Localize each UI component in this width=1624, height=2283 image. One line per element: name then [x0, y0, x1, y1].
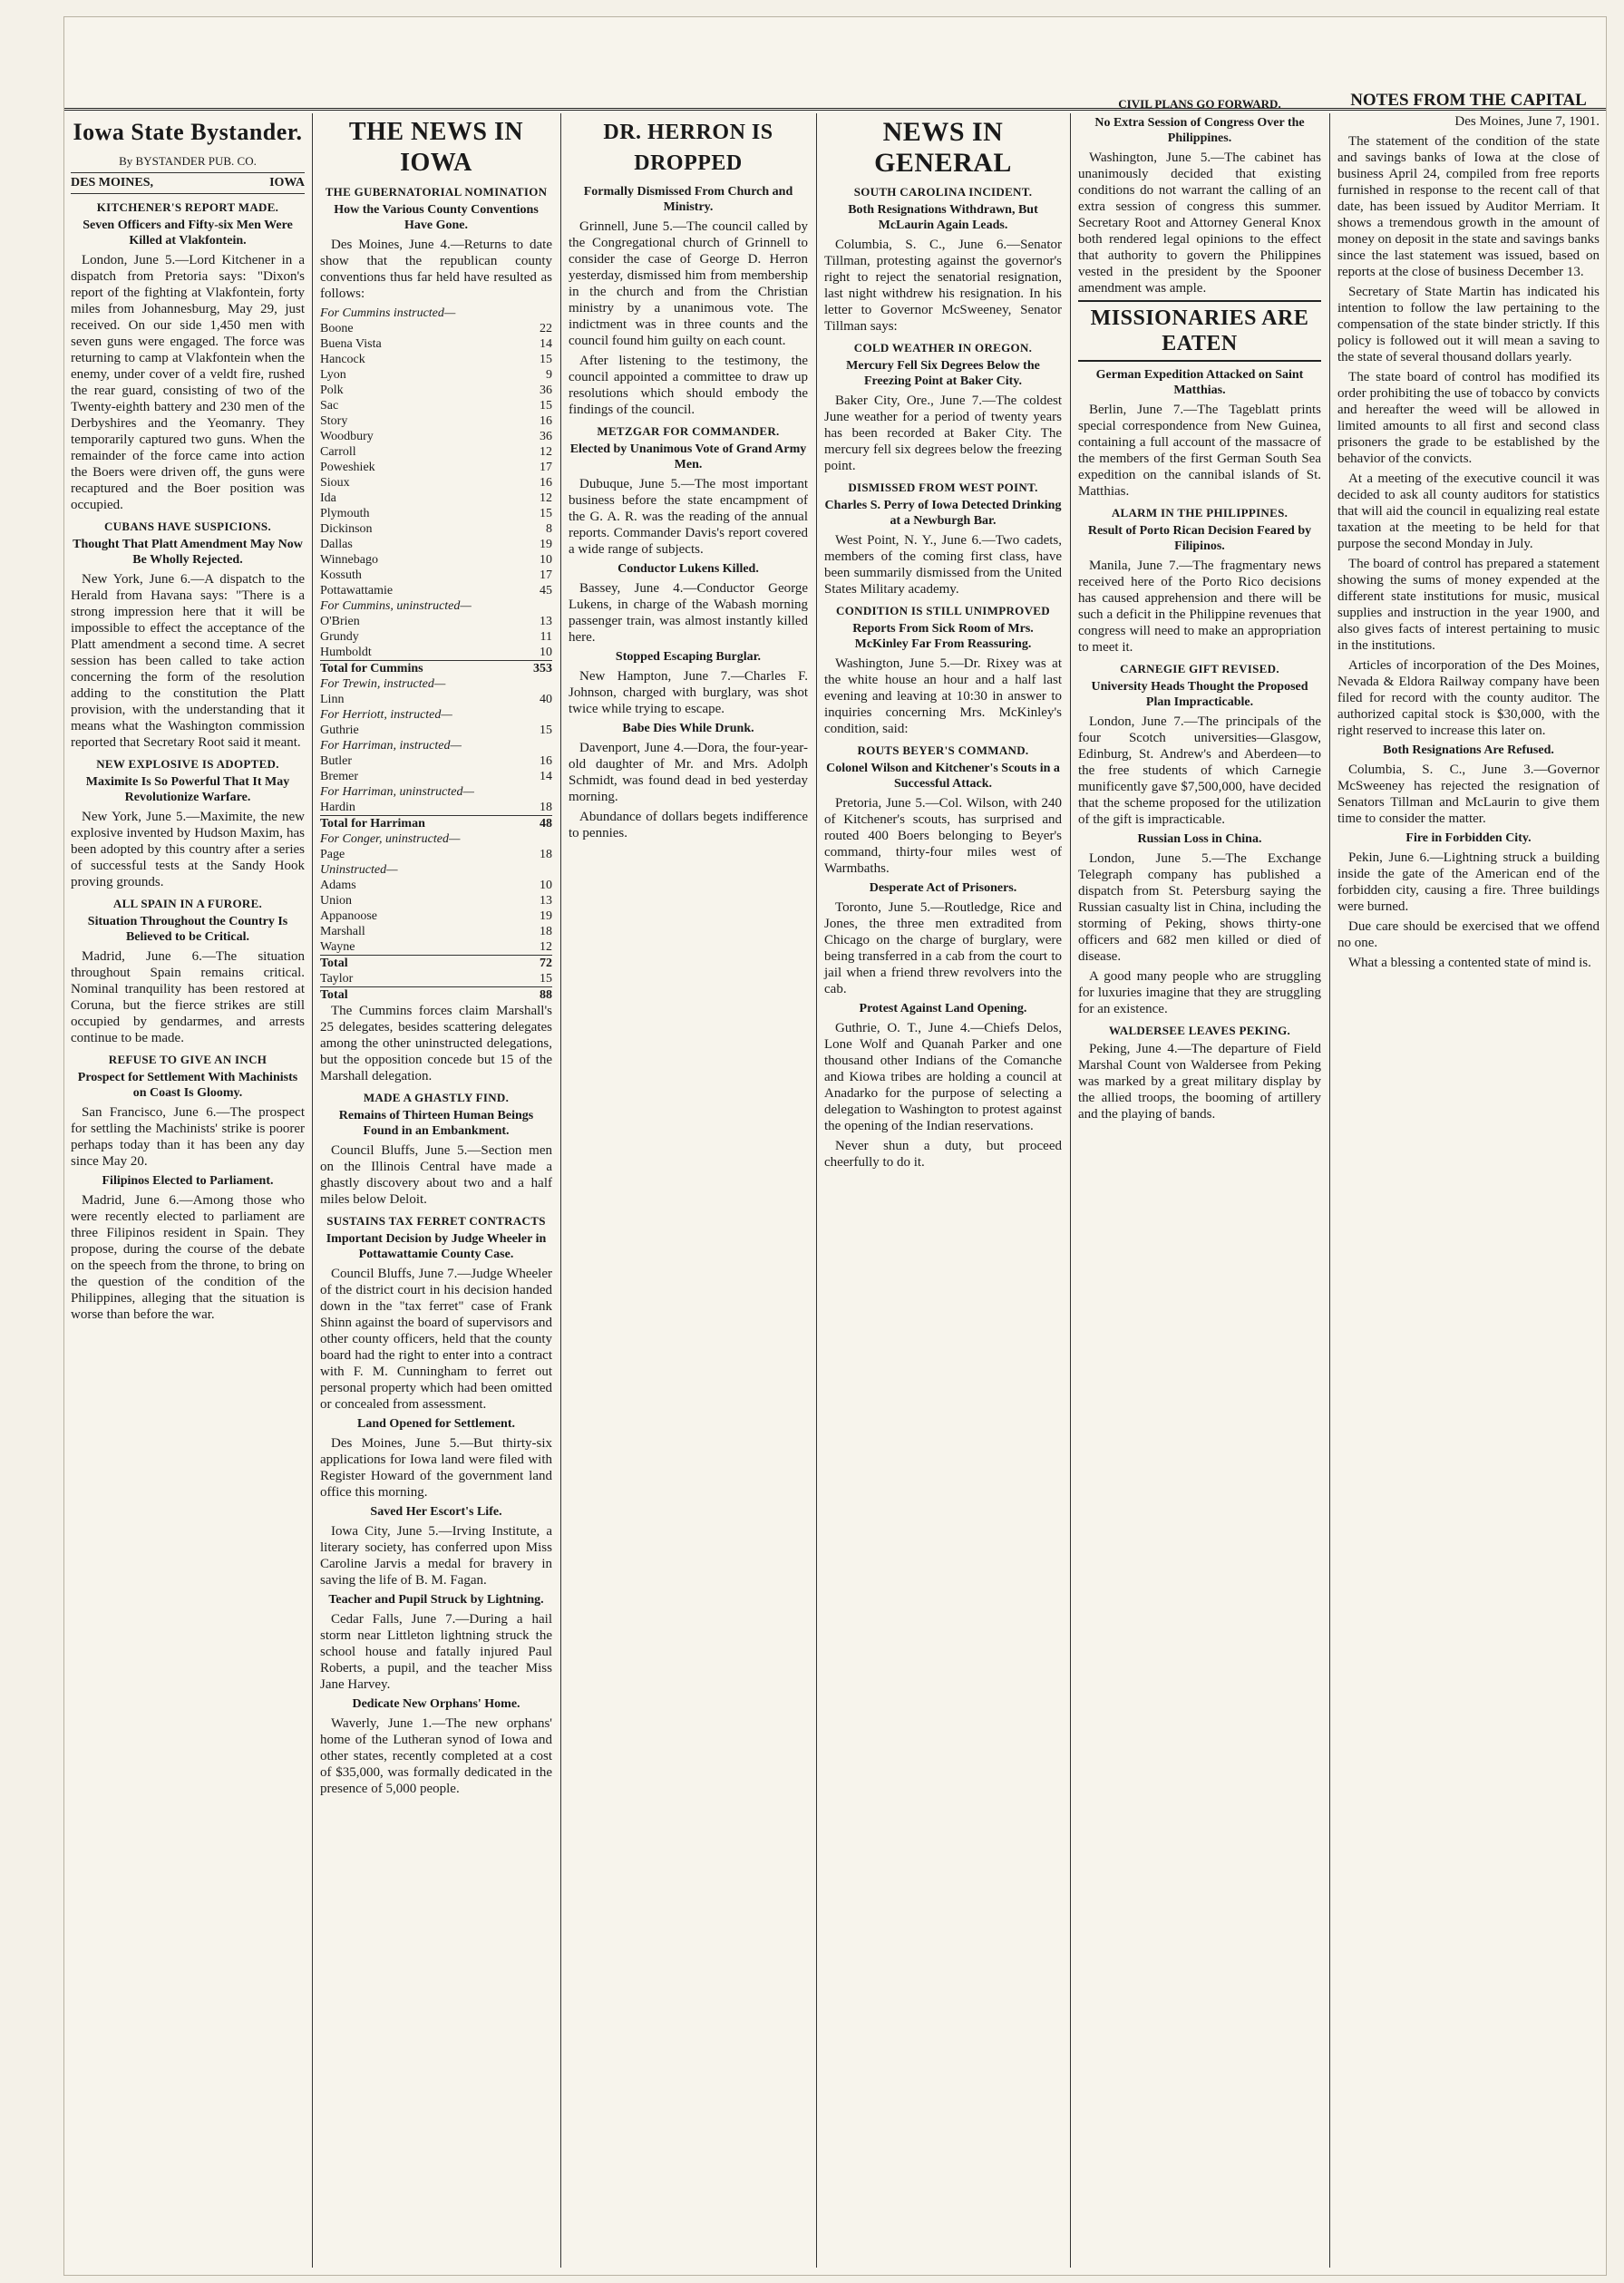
county-name: Hancock: [320, 353, 365, 366]
article-subhead: Both Resignations Withdrawn, But McLaurin Again Leads.: [848, 203, 1038, 232]
delegate-count: 16: [540, 754, 552, 768]
article-subhead: Prospect for Settlement With Machinists on Coast Is Gloomy.: [77, 1071, 298, 1100]
article-subhead: Desperate Act of Prisoners.: [869, 881, 1017, 895]
county-name: Poweshiek: [320, 461, 375, 474]
county-name: Hardin: [320, 801, 355, 814]
county-name: Total for Harriman: [320, 816, 517, 832]
article-headline: DISMISSED FROM WEST POINT.: [848, 481, 1038, 494]
article-body: Peking, June 4.—The departure of Field Marshal Count von Waldersee from Peking was marked by a great military display by the allied troops, the booming of artillery and the playing of bands.: [1078, 1042, 1321, 1122]
column-1: [64, 113, 311, 2268]
vote-row: [320, 460, 552, 475]
delegate-count: 13: [540, 615, 552, 628]
delegate-count: 45: [540, 584, 552, 597]
county-name: Kossuth: [320, 568, 362, 582]
county-name: Total: [320, 956, 517, 972]
county-name: Appanoose: [320, 909, 377, 923]
article-body: The state board of control has modified its order prohibiting the use of tobacco by convicts and hereafter the weed will be allowed in limited amounts to all first and second class prisoners the grade to be established by the behavior of the convicts.: [1337, 370, 1600, 466]
vote-row: [320, 506, 552, 521]
article-body: The Cummins forces claim Marshall's 25 delegates, besides scattering delegates among the other uninstructed delegations, but the opposition concede but 15 of the Marshall delegation.: [320, 1004, 552, 1083]
delegate-count: 16: [540, 476, 552, 490]
article-body: Washington, June 5.—Dr. Rixey was at the white house an hour and a half last evening and leaving at 10:30 in answer to inquiries concerning Mrs. McKinley's condition, said:: [824, 656, 1062, 736]
article-body: Grinnell, June 5.—The council called by the Congregational church of Grinnell to consider the case of George D. Herron yesterday, dismissed him from membership in the church and from the Christian ministry by a unanimous vote. The indictment was in three counts and the council found him guilty on each count.: [569, 219, 808, 348]
closing-line: A good many people who are struggling for luxuries imagine that they are struggling for an existence.: [1078, 969, 1321, 1016]
article-subhead: Teacher and Pupil Struck by Lightning.: [328, 1593, 544, 1607]
delegate-count: 17: [540, 461, 552, 474]
column-3: [562, 113, 814, 2268]
article-headline: ALARM IN THE PHILIPPINES.: [1111, 506, 1289, 520]
county-name: Winnebago: [320, 553, 378, 567]
delegate-count: 10: [540, 879, 552, 892]
county-name: Adams: [320, 879, 356, 892]
delegate-count: 18: [540, 848, 552, 861]
vote-row: [320, 893, 552, 908]
county-name: Total: [320, 987, 517, 1004]
delegate-count: 36: [540, 430, 552, 443]
county-name: Marshall: [320, 925, 365, 938]
article-subhead: Both Resignations Are Refused.: [1383, 743, 1554, 757]
article-subhead: Land Opened for Settlement.: [357, 1417, 515, 1431]
article-subhead: Russian Loss in China.: [1137, 832, 1262, 846]
vote-row: [320, 629, 552, 645]
article-headline: WALDERSEE LEAVES PEKING.: [1108, 1024, 1291, 1037]
article-body: London, June 5.—Lord Kitchener in a dispatch from Pretoria says: "Dixon's report of the fighting at Vlakfontein, forty miles from Johannesburg, May 29, just received. On our side 1,450 men with seven guns were engaged. The force was returning to camp at Vlakfontein when the enemy, under cover of a veldt fire, rushed the rear guard, consisting of two of the Twenty-eighth battery and 230 men of the Derbyshires and the Yeomanry. They temporarily captured two guns. When the remainder of the force came into action the Boers were driven off, the guns were recaptured and the Boer position was occupied.: [71, 253, 305, 512]
vote-row: [320, 971, 552, 987]
article-body: Berlin, June 7.—The Tageblatt prints special correspondence from New Guinea, containing a full account of the massacre of the members of the first German South Sea expedition on the cannibal islands of St. Matthias.: [1078, 403, 1321, 499]
county-name: Linn: [320, 693, 345, 706]
vote-row: [320, 321, 552, 336]
article-subhead: Reports From Sick Room of Mrs. McKinley Far From Reassuring.: [852, 622, 1034, 651]
article-headline: COLD WEATHER IN OREGON.: [853, 341, 1033, 355]
article-body: Guthrie, O. T., June 4.—Chiefs Delos, Lone Wolf and Quanah Parker and one thousand other Indians of the Comanche and Kiowa tribes are holding a council at Anadarko for the purpose of selecting a delegation to Washington to protest against the opening of the Indian reservations.: [824, 1021, 1062, 1133]
article-body: West Point, N. Y., June 6.—Two cadets, members of the coming first class, have been summarily dismissed from the United States Military academy.: [824, 533, 1062, 597]
vote-row: [320, 413, 552, 429]
article-body: London, June 7.—The principals of the four Scotch universities—Glasgow, Edinburg, St. Andrew's and Aberdeen—to the free students of which Carnegie munificently gave $7,500,000, have decided that the scheme proposed for the utilization of the gift is impracticable.: [1078, 714, 1321, 827]
article-subhead: Situation Throughout the Country Is Believed to be Critical.: [87, 915, 288, 944]
article-body: Washington, June 5.—The cabinet has unanimously decided that existing conditions do not warrant the calling of an extra session of congress this summer. Secretary Root and Attorney General Knox both rendered legal opinions to the effect that authority to govern the Philippines vested in the president by the Spooner amendment was ample.: [1078, 151, 1321, 296]
delegate-count: 16: [540, 414, 552, 428]
county-name: Guthrie: [320, 724, 359, 737]
county-name: Grundy: [320, 630, 359, 644]
vote-row: [320, 491, 552, 506]
county-name: Taylor: [320, 972, 354, 986]
vote-row: [320, 956, 552, 972]
civil-plans-headline: CIVIL PLANS GO FORWARD.: [1118, 97, 1281, 111]
delegate-count: 15: [540, 972, 552, 986]
vote-row: [320, 753, 552, 769]
delegate-count: 15: [540, 724, 552, 737]
delegate-count: 10: [540, 553, 552, 567]
article-body: Davenport, June 4.—Dora, the four-year-old daughter of Mr. and Mrs. Adolph Schmidt, was found dead in bed yesterday morning.: [569, 741, 808, 804]
delegate-count: 72: [517, 956, 552, 972]
delegate-count: 18: [540, 801, 552, 814]
top-rule: [64, 108, 1606, 111]
vote-row: [320, 987, 552, 1004]
delegate-count: 15: [540, 399, 552, 413]
dateline-row: [71, 172, 305, 194]
article-body: Council Bluffs, June 5.—Section men on the Illinois Central have made a ghastly discovery about two and a half miles below Deloit.: [320, 1143, 552, 1207]
article-body: Iowa City, June 5.—Irving Institute, a literary society, has conferred upon Miss Caroline Jarvis a medal for bravery in saving the life of B. M. Fagan.: [320, 1524, 552, 1588]
county-name: Carroll: [320, 445, 356, 459]
county-name: Dickinson: [320, 522, 373, 536]
delegate-count: 13: [540, 894, 552, 908]
article-headline: ROUTS BEYER'S COMMAND.: [857, 743, 1029, 757]
vote-row: [320, 568, 552, 583]
article-headline: THE GUBERNATORIAL NOMINATION: [325, 185, 548, 199]
county-name: Union: [320, 894, 352, 908]
county-name: Ida: [320, 491, 336, 505]
delegate-count: 9: [546, 368, 552, 382]
article-subhead: Remains of Thirteen Human Beings Found in an Embankment.: [338, 1109, 534, 1138]
vote-row: [320, 444, 552, 460]
article-body: San Francisco, June 6.—The prospect for settling the Machinists' strike is poorer perhaps today than it has been any day since May 20.: [71, 1105, 305, 1169]
delegate-count: 11: [540, 630, 552, 644]
county-name: O'Brien: [320, 615, 360, 628]
vote-group-label: For Harriman, instructed—: [320, 739, 462, 753]
county-name: Buena Vista: [320, 337, 382, 351]
iowa-news-masthead: THE NEWS IN IOWA: [348, 118, 524, 177]
newspaper-page: [63, 16, 1607, 2276]
article-headline: ALL SPAIN IN A FURORE.: [112, 897, 263, 910]
article-body: Pretoria, June 5.—Col. Wilson, with 240 of Kitchener's scouts, has surprised and routed 400 Boers belonging to Beyer's command, thirty-four miles west of Warmbaths.: [824, 796, 1062, 876]
delegate-count: 48: [517, 816, 552, 832]
article-subhead: Result of Porto Rican Decision Feared by Filipinos.: [1087, 524, 1312, 553]
article-subhead: Seven Officers and Fifty-six Men Were Killed at Vlakfontein.: [83, 219, 293, 248]
county-name: Plymouth: [320, 507, 370, 520]
county-name: Sac: [320, 399, 339, 413]
county-name: Boone: [320, 322, 354, 335]
article-body: Madrid, June 6.—The situation throughout Spain remains critical. Nominal tranquility has been restored at Coruna, but the fierce strikes are still occupied by gendarmes, and arrests continue to be made.: [71, 949, 305, 1045]
vote-row: [320, 800, 552, 816]
delegate-count: 14: [540, 337, 552, 351]
article-subhead: University Heads Thought the Proposed Plan Impracticable.: [1091, 680, 1308, 709]
article-body: Dubuque, June 5.—The most important business before the state encampment of the G. A. R. was the reading of the annual reports. Commander Davis's report covered a wide range of subjects.: [569, 477, 808, 557]
vote-group-label: For Harriman, uninstructed—: [320, 785, 474, 799]
missionaries-headline: MISSIONARIES ARE EATEN: [1078, 300, 1321, 362]
article-body: New Hampton, June 7.—Charles F. Johnson, charged with burglary, was shot twice while trying to escape.: [569, 669, 808, 716]
vote-row: [320, 429, 552, 444]
county-name: Lyon: [320, 368, 346, 382]
article-headline: MADE A GHASTLY FIND.: [363, 1091, 510, 1104]
column-5: [1072, 113, 1327, 2268]
column-rule: [1070, 113, 1071, 2268]
article-headline: SOUTH CAROLINA INCIDENT.: [853, 185, 1033, 199]
article-body: Columbia, S. C., June 6.—Senator Tillman, protesting against the governor's right to reject the senatorial resignation, last night withdrew his resignation. In his letter to Governor McSweeney, Senator Tillman says:: [824, 238, 1062, 334]
article-body: Des Moines, June 4.—Returns to date show that the republican county conventions thus far held have resulted as follows:: [320, 238, 552, 301]
vote-row: [320, 521, 552, 537]
county-name: Wayne: [320, 940, 355, 954]
closing-line: Abundance of dollars begets indifference to pennies.: [569, 810, 808, 840]
vote-row: [320, 723, 552, 738]
article-body: The board of control has prepared a statement showing the sums of money expended at the different state institutions for music, musical supplies and instruction in the year 1900, and also gives facts of interest pertaining to music in the institutions.: [1337, 557, 1600, 653]
article-body: Council Bluffs, June 7.—Judge Wheeler of the district court in his decision handed down in the "tax ferret" case of Frank Shinn against the board of supervisors and other county officers, held that the county board had the right to enter into a contract with F. M. Cunningham to ferret out personal property which had been omitted or concealed from assessment.: [320, 1267, 552, 1412]
county-name: Butler: [320, 754, 352, 768]
article-headline: METZGAR FOR COMMANDER.: [597, 424, 780, 438]
vote-row: [320, 924, 552, 939]
general-news-masthead: NEWS IN GENERAL: [874, 117, 1012, 178]
vote-row: [320, 614, 552, 629]
delegate-count: 22: [540, 322, 552, 335]
article-headline: CONDITION IS STILL UNIMPROVED: [836, 604, 1050, 617]
delegate-count: 40: [540, 693, 552, 706]
column-rule: [560, 113, 561, 2268]
dateline: Des Moines, June 7, 1901.: [1454, 114, 1600, 129]
vote-group-label: Uninstructed—: [320, 863, 398, 877]
vote-row: [320, 552, 552, 568]
article-subhead: Colonel Wilson and Kitchener's Scouts in a Successful Attack.: [826, 762, 1060, 791]
vote-group-label: For Cummins instructed—: [320, 306, 456, 320]
column-2: [314, 113, 559, 2268]
herron-headline: DR. HERRON IS DROPPED: [603, 121, 773, 175]
county-name: Story: [320, 414, 348, 428]
delegate-count: 10: [540, 646, 552, 659]
article-body: After listening to the testimony, the council appointed a committee to draw up resolutions which should embody the findings of the council.: [569, 354, 808, 417]
dateline-city: DES MOINES,: [71, 176, 154, 189]
vote-row: [320, 336, 552, 352]
article-body: Bassey, June 4.—Conductor George Lukens, in charge of the Wabash morning passenger train, was almost instantly killed here.: [569, 581, 808, 645]
article-subhead: Stopped Escaping Burglar.: [615, 650, 762, 664]
article-subhead: Charles S. Perry of Iowa Detected Drinking at a Newburgh Bar.: [824, 499, 1062, 528]
county-name: Dallas: [320, 538, 353, 551]
article-headline: SUSTAINS TAX FERRET CONTRACTS: [326, 1214, 546, 1228]
article-body: New York, June 6.—A dispatch to the Herald from Havana says: "There is a strong impression here that it will be impossible to effect the acceptance of the Platt amendment a second time. A secret session has been called to take action concerning the form of the resolution adding to the constitution the Platt provision, with the understanding that it means what the Washington commission reported that Secretary Root said it meant.: [71, 572, 305, 750]
vote-group-label: For Herriott, instructed—: [320, 708, 452, 722]
vote-row: [320, 661, 552, 677]
article-body: Waverly, June 1.—The new orphans' home of the Lutheran synod of Iowa and other states, recently completed at a cost of $35,000, was formally dedicated in the presence of 5,000 people.: [320, 1716, 552, 1796]
article-body: Columbia, S. C., June 3.—Governor McSweeney has rejected the resignation of Senators Tillman and McLaurin to give them time to consider the matter.: [1337, 763, 1600, 826]
article-subhead: Formally Dismissed From Church and Ministry.: [583, 185, 793, 214]
vote-row: [320, 847, 552, 862]
column-rule: [816, 113, 817, 2268]
vote-row: [320, 537, 552, 552]
vote-group-label: For Trewin, instructed—: [320, 677, 446, 691]
dateline-state: IOWA: [269, 176, 305, 189]
article-headline: CARNEGIE GIFT REVISED.: [1120, 662, 1279, 675]
delegate-count: 14: [540, 770, 552, 783]
article-subhead: Babe Dies While Drunk.: [622, 722, 754, 735]
publisher-line: By BYSTANDER PUB. CO.: [119, 154, 257, 168]
delegate-count: 19: [540, 909, 552, 923]
article-subhead: Important Decision by Judge Wheeler in Pottawattamie County Case.: [326, 1232, 547, 1261]
delegate-count: 15: [540, 353, 552, 366]
article-subhead: Protest Against Land Opening.: [859, 1002, 1027, 1015]
article-subhead: Filipinos Elected to Parliament.: [102, 1174, 274, 1188]
closing-line: What a blessing a contented state of mind is.: [1348, 956, 1591, 970]
vote-row: [320, 398, 552, 413]
delegate-count: 36: [540, 384, 552, 397]
column-rule: [1329, 113, 1330, 2268]
delegate-count: 18: [540, 925, 552, 938]
county-name: Sioux: [320, 476, 350, 490]
article-subhead: German Expedition Attacked on Saint Matthias.: [1095, 368, 1304, 397]
article-body: At a meeting of the executive council it was decided to ask all county auditors for statistics that will aid the council in equalizing real estate taxation at the meeting to be held for that purpose the second Monday in July.: [1337, 471, 1600, 551]
delegate-count: 12: [540, 445, 552, 459]
column-rule: [312, 113, 313, 2268]
vote-row: [320, 383, 552, 398]
vote-row: [320, 645, 552, 661]
delegate-count: 17: [540, 568, 552, 582]
column-6: [1331, 113, 1606, 2268]
article-subhead: Saved Her Escort's Life.: [370, 1505, 502, 1519]
article-subhead: Mercury Fell Six Degrees Below the Freezing Point at Baker City.: [846, 359, 1040, 388]
article-headline: REFUSE TO GIVE AN INCH: [108, 1053, 267, 1066]
article-subhead: Thought That Platt Amendment May Now Be Wholly Rejected.: [73, 538, 303, 567]
county-name: Polk: [320, 384, 344, 397]
paper-masthead: Iowa State Bystander.: [73, 119, 303, 145]
vote-group-label: For Conger, uninstructed—: [320, 832, 461, 846]
delegate-count: 12: [540, 491, 552, 505]
vote-group-label: For Cummins, uninstructed—: [320, 599, 472, 613]
county-name: Total for Cummins: [320, 661, 517, 677]
article-subhead: Fire in Forbidden City.: [1405, 831, 1532, 845]
article-body: Pekin, June 6.—Lightning struck a building inside the gate of the American end of the forbidden city, causing a fire. Three buildings were burned.: [1337, 850, 1600, 914]
notes-capital-masthead: NOTES FROM THE CAPITAL: [1350, 91, 1587, 110]
article-body: Baker City, Ore., June 7.—The coldest June weather for a period of twenty years has been recorded at Baker City. The mercury fell six degrees below the freezing point.: [824, 393, 1062, 473]
article-subhead: Maximite Is So Powerful That It May Revolutionize Warfare.: [85, 775, 290, 804]
county-name: Humboldt: [320, 646, 372, 659]
vote-row: [320, 878, 552, 893]
delegate-count: 19: [540, 538, 552, 551]
article-subhead: No Extra Session of Congress Over the Philippines.: [1094, 116, 1305, 145]
county-name: Page: [320, 848, 345, 861]
vote-row: [320, 769, 552, 784]
county-name: Woodbury: [320, 430, 374, 443]
closing-line: Due care should be exercised that we offend no one.: [1337, 919, 1600, 950]
delegate-count: 12: [540, 940, 552, 954]
vote-row: [320, 583, 552, 598]
article-headline: KITCHENER'S REPORT MADE.: [96, 200, 279, 214]
article-subhead: Dedicate New Orphans' Home.: [352, 1697, 520, 1711]
county-name: Pottawattamie: [320, 584, 394, 597]
vote-row: [320, 352, 552, 367]
delegate-count: 8: [546, 522, 552, 536]
article-body: Des Moines, June 5.—But thirty-six applications for Iowa land were filed with Register Howard of the government land office this morning.: [320, 1436, 552, 1500]
article-body: The statement of the condition of the state and savings banks of Iowa at the close of business April 24, compiled from free reports furnished in response to the recent call of that date, has been issued by Auditor Merriam. It shows a tremendous growth in the amount of money on deposit in the state and savings banks since the last statement was issued, based on reports at the close of business December 13.: [1337, 134, 1600, 279]
article-body: Madrid, June 6.—Among those who were recently elected to parliament are three Filipinos resident in Spain. They propose, during the course of the debate on the speech from the throne, to bring on the question of the condition of the Philippines, alleging that the situation is worse than before the war.: [71, 1193, 305, 1322]
article-body: Secretary of State Martin has indicated his intention to follow the law pertaining to the compensation of the state binder strictly. If this policy is followed out it will mean a saving to the state of several thousand dollars yearly.: [1337, 285, 1600, 364]
delegate-count: 15: [540, 507, 552, 520]
article-body: Toronto, June 5.—Routledge, Rice and Jones, the three men extradited from Chicago on the charge of burglary, were being transferred in a cab from the court to jail when a friend threw revolvers into the cab.: [824, 900, 1062, 996]
vote-row: [320, 692, 552, 707]
article-body: Manila, June 7.—The fragmentary news received here of the Porto Rico decisions has caused apprehension and there will be such a deficit in the Philippine revenues that congress will need to make an appropriation to meet it.: [1078, 559, 1321, 655]
column-4: [818, 113, 1068, 2268]
delegate-count: 353: [517, 661, 552, 677]
vote-row: [320, 816, 552, 832]
vote-row: [320, 939, 552, 956]
closing-line: Never shun a duty, but proceed cheerfully to do it.: [824, 1139, 1062, 1170]
vote-row: [320, 908, 552, 924]
vote-row: [320, 475, 552, 491]
article-body: New York, June 5.—Maximite, the new explosive invented by Hudson Maxim, has been adopted by this country after a series of successful tests at the Sandy Hook proving grounds.: [71, 810, 305, 889]
article-body: Cedar Falls, June 7.—During a hail storm near Littleton lightning struck the school house and fatally injured Paul Roberts, a pupil, and the teacher Miss Jane Harvey.: [320, 1612, 552, 1692]
delegate-count: 88: [517, 987, 552, 1004]
article-headline: NEW EXPLOSIVE IS ADOPTED.: [96, 757, 279, 771]
article-body: London, June 5.—The Exchange Telegraph company has published a dispatch from St. Petersburg saying the Russian casualty list in China, including the storming of Peking, shows thirty-one officers and 682 men killed or died of disease.: [1078, 851, 1321, 964]
article-subhead: Elected by Unanimous Vote of Grand Army Men.: [569, 442, 807, 471]
vote-table: [320, 306, 552, 1003]
article-body: Articles of incorporation of the Des Moines, Nevada & Eldora Railway company have been filed for record with the county auditor. The authorized capital stock is $30,000, with the right reserved to increase this later on.: [1337, 658, 1600, 738]
vote-row: [320, 367, 552, 383]
article-subhead: How the Various County Conventions Have Gone.: [334, 203, 539, 232]
county-name: Bremer: [320, 770, 358, 783]
article-headline: CUBANS HAVE SUSPICIONS.: [103, 520, 271, 533]
article-subhead: Conductor Lukens Killed.: [618, 562, 759, 576]
